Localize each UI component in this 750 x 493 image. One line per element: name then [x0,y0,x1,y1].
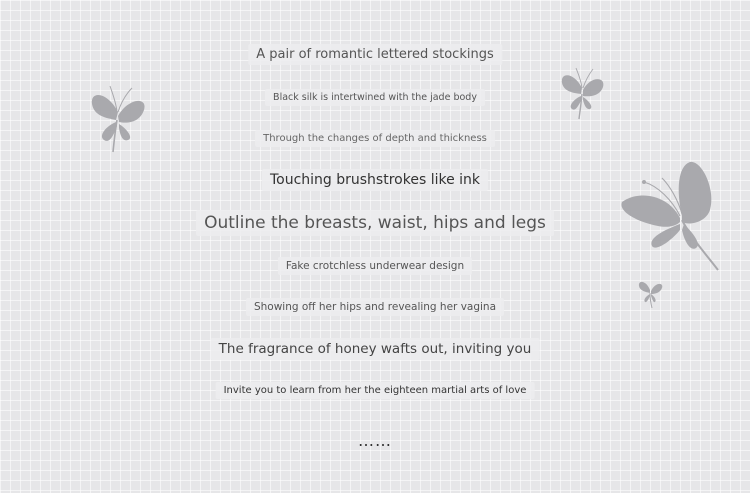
poem-line-2: Black silk is intertwined with the jade body [265,89,485,106]
poem-line-3: Through the changes of depth and thickness [255,130,495,147]
poem-line-1: A pair of romantic lettered stockings [248,44,502,65]
ellipsis: …… [358,431,392,450]
poem-line-6: Fake crotchless underwear design [278,257,472,275]
butterfly-icon [638,276,664,308]
poem-line-5: Outline the breasts, waist, hips and legs [196,210,554,236]
poem-line-9: Invite you to learn from her the eighteen martial arts of love [216,382,535,399]
butterfly-icon [88,82,148,154]
poem-line-4: Touching brushstrokes like ink [262,169,488,191]
butterfly-icon [618,160,724,274]
butterfly-icon [560,66,606,120]
poem-line-8: The fragrance of honey wafts out, inviting you [211,338,540,360]
poem-line-7: Showing off her hips and revealing her vagina [246,298,504,316]
